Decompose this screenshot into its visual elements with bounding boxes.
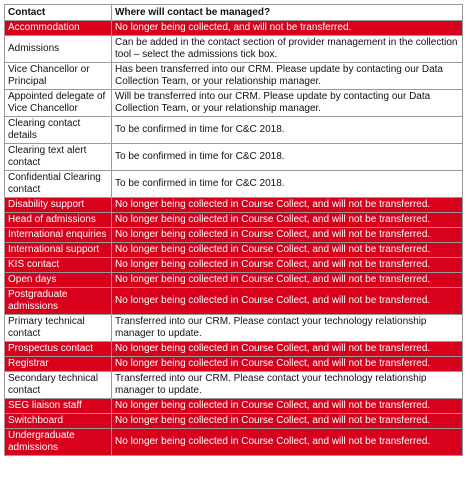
table-row [5, 288, 463, 315]
managed-cell: No longer being collected in Course Collect, and will not be transferred. [112, 258, 463, 273]
managed-cell: Transferred into our CRM. Please contact your technology relationship manager to update. [112, 315, 463, 342]
contact-cell: International support [5, 243, 112, 258]
contact-cell: Open days [5, 273, 112, 288]
contact-cell: Clearing contact details [5, 117, 112, 144]
managed-cell: No longer being collected in Course Collect, and will not be transferred. [112, 342, 463, 357]
managed-cell: To be confirmed in time for C&C 2018. [112, 144, 463, 171]
table-row [5, 36, 463, 63]
contact-cell: Secondary technical contact [5, 372, 112, 399]
table-row [5, 144, 463, 171]
table-row [5, 171, 463, 198]
managed-cell: To be confirmed in time for C&C 2018. [112, 117, 463, 144]
contact-cell: International enquiries [5, 228, 112, 243]
contact-cell: Appointed delegate of Vice Chancellor [5, 90, 112, 117]
table-row [5, 342, 463, 357]
table-row [5, 357, 463, 372]
managed-cell: No longer being collected in Course Collect, and will not be transferred. [112, 288, 463, 315]
table-row [5, 315, 463, 342]
managed-cell: No longer being collected in Course Collect, and will not be transferred. [112, 273, 463, 288]
table-body [5, 21, 463, 456]
contact-cell: Switchboard [5, 414, 112, 429]
contact-cell: KIS contact [5, 258, 112, 273]
table-header [5, 5, 463, 21]
table-row [5, 198, 463, 213]
contact-column-header: Contact [5, 5, 112, 21]
table-row [5, 399, 463, 414]
contact-cell: Postgraduate admissions [5, 288, 112, 315]
contact-management-table [4, 4, 463, 456]
header-row [5, 5, 463, 21]
contact-cell: Confidential Clearing contact [5, 171, 112, 198]
contact-cell: Disability support [5, 198, 112, 213]
table-row [5, 117, 463, 144]
managed-cell: No longer being collected in Course Collect, and will not be transferred. [112, 429, 463, 456]
contact-cell: Registrar [5, 357, 112, 372]
table-row [5, 90, 463, 117]
managed-cell: No longer being collected in Course Collect, and will not be transferred. [112, 357, 463, 372]
managed-cell: Has been transferred into our CRM. Please update by contacting our Data Collection Team, or your relationship manager. [112, 63, 463, 90]
table-row [5, 243, 463, 258]
table-row [5, 273, 463, 288]
managed-column-header: Where will contact be managed? [112, 5, 463, 21]
managed-cell: To be confirmed in time for C&C 2018. [112, 171, 463, 198]
managed-cell: No longer being collected in Course Collect, and will not be transferred. [112, 399, 463, 414]
managed-cell: Will be transferred into our CRM. Please update by contacting our Data Collection Team, or your relationship manager. [112, 90, 463, 117]
managed-cell: No longer being collected, and will not be transferred. [112, 21, 463, 36]
managed-cell: No longer being collected in Course Collect, and will not be transferred. [112, 414, 463, 429]
managed-cell: No longer being collected in Course Collect, and will not be transferred. [112, 213, 463, 228]
contact-cell: Vice Chancellor or Principal [5, 63, 112, 90]
managed-cell: No longer being collected in Course Collect, and will not be transferred. [112, 243, 463, 258]
managed-cell: Transferred into our CRM. Please contact your technology relationship manager to update. [112, 372, 463, 399]
table-row [5, 414, 463, 429]
table-row [5, 213, 463, 228]
contact-cell: SEG liaison staff [5, 399, 112, 414]
contact-cell: Clearing text alert contact [5, 144, 112, 171]
managed-cell: No longer being collected in Course Collect, and will not be transferred. [112, 198, 463, 213]
table-row [5, 372, 463, 399]
table-row [5, 228, 463, 243]
managed-cell: No longer being collected in Course Collect, and will not be transferred. [112, 228, 463, 243]
contact-cell: Head of admissions [5, 213, 112, 228]
table-row [5, 21, 463, 36]
table-row [5, 258, 463, 273]
contact-cell: Accommodation [5, 21, 112, 36]
contact-cell: Admissions [5, 36, 112, 63]
contact-cell: Primary technical contact [5, 315, 112, 342]
table-row [5, 63, 463, 90]
managed-cell: Can be added in the contact section of provider management in the collection tool – select the admissions tick box. [112, 36, 463, 63]
table-row [5, 429, 463, 456]
contact-cell: Prospectus contact [5, 342, 112, 357]
contact-cell: Undergraduate admissions [5, 429, 112, 456]
